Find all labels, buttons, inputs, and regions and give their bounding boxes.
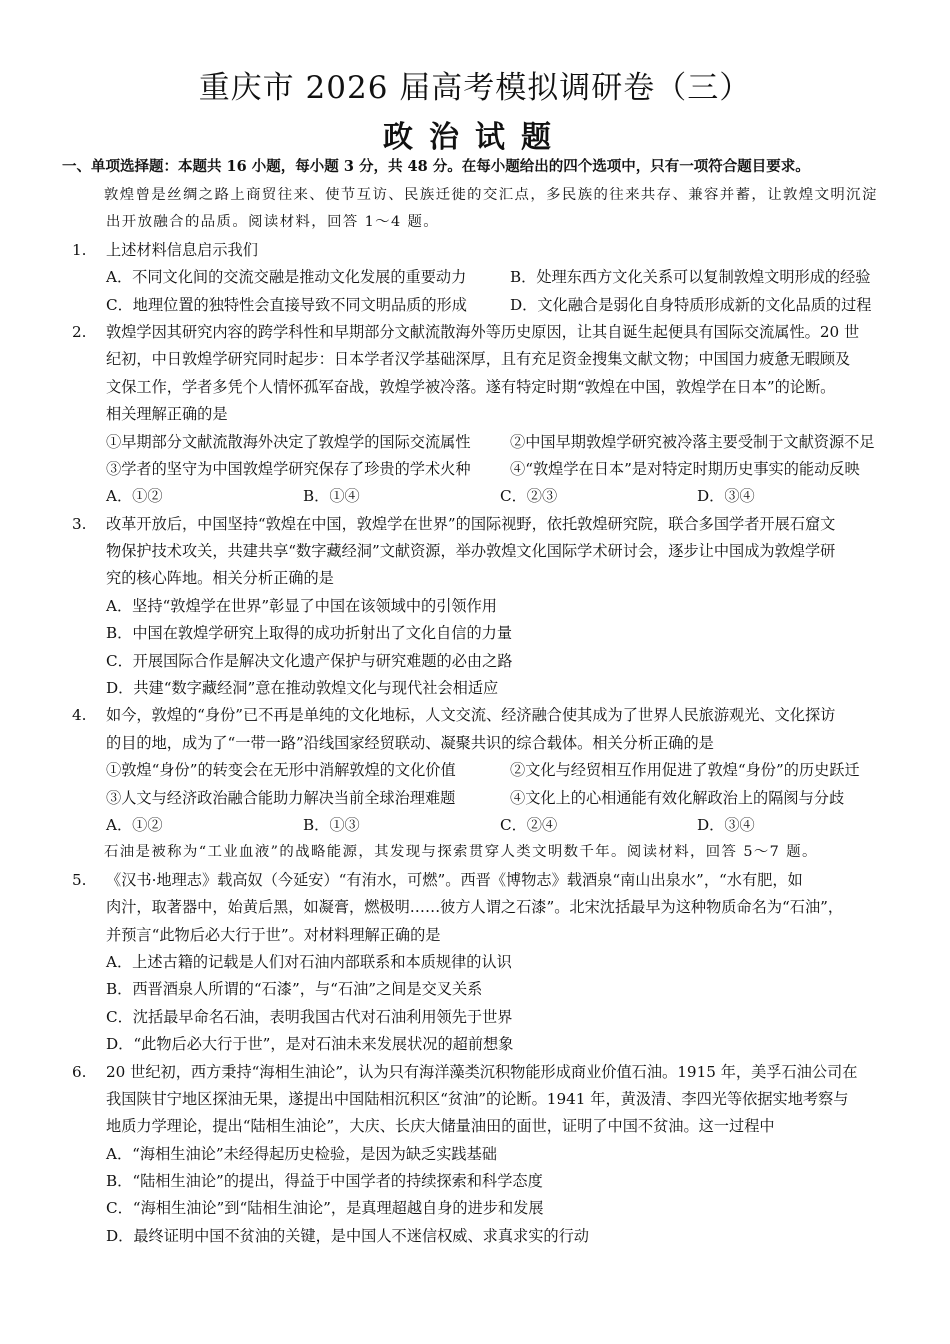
- question-4: [72, 702, 894, 729]
- question-stem: 相关理解正确的是: [106, 405, 228, 424]
- question-stem: 敦煌学因其研究内容的跨学科性和早期部分文献流散海外等历史原因，让其自诞生起便具有国际交流属性。20 世: [106, 322, 860, 341]
- option-c[interactable]: C．②③: [500, 487, 558, 506]
- statement-row: [72, 456, 894, 483]
- statement-1: ①早期部分文献流散海外决定了敦煌学的国际交流属性: [106, 432, 471, 451]
- question-stem: 地质力学理论，提出“陆相生油论”，大庆、长庆大储量油田的面世，证明了中国不贫油。这一过程中: [106, 1117, 775, 1136]
- option-c[interactable]: C．沈括最早命名石油，表明我国古代对石油利用领先于世界: [106, 1007, 513, 1026]
- option-c[interactable]: C．②④: [500, 815, 558, 834]
- question-stem: 文保工作，学者多凭个人情怀孤军奋战，敦煌学被冷落。遂有特定时期“敦煌在中国，敦煌学在日本”的论断。: [106, 377, 836, 396]
- option-d[interactable]: D．最终证明中国不贫油的关键，是中国人不迷信权威、求真求实的行动: [106, 1226, 589, 1245]
- option-b[interactable]: B．中国在敦煌学研究上取得的成功折射出了文化自信的力量: [106, 624, 513, 643]
- option-a[interactable]: A．坚持“敦煌学在世界”彰显了中国在该领域中的引领作用: [106, 596, 497, 615]
- option-a[interactable]: A．不同文化间的交流交融是推动文化发展的重要动力: [106, 268, 467, 287]
- question-stem: 的目的地，成为了“一带一路”沿线国家经贸联动、凝聚共识的综合载体。相关分析正确的是: [106, 733, 714, 752]
- statement-2: ②中国早期敦煌学研究被冷落主要受制于文献资源不足: [510, 432, 875, 451]
- question-content: [72, 182, 894, 1250]
- question-stem: 20 世纪初，西方秉持“海相生油论”，认为只有海洋藻类沉积物能形成商业价值石油。1915 年，美孚石油公司在: [106, 1062, 858, 1081]
- option-row: [72, 292, 894, 319]
- question-stem: 上述材料信息启示我们: [106, 240, 258, 259]
- option-d[interactable]: D．文化融合是弱化自身特质形成新的文化品质的过程: [510, 295, 872, 314]
- statement-1: ①敦煌“身份”的转变会在无形中消解敦煌的文化价值: [106, 761, 456, 780]
- question-6: [72, 1059, 894, 1086]
- statement-row: [72, 757, 894, 784]
- statement-3: ③人文与经济政治融合能助力解决当前全球治理难题: [106, 788, 456, 807]
- option-row: [72, 483, 894, 510]
- statement-4: ④文化上的心相通能有效化解政治上的隔阂与分歧: [510, 788, 845, 807]
- option-a[interactable]: A．上述古籍的记载是人们对石油内部联系和本质规律的认识: [106, 952, 512, 971]
- exam-title: 重庆市 2026 届高考模拟调研卷（三）: [198, 70, 752, 106]
- question-number: 5.: [72, 870, 87, 889]
- option-b[interactable]: B．处理东西方文化关系可以复制敦煌文明形成的经验: [510, 268, 871, 287]
- option-row: [72, 264, 894, 291]
- question-stem: 并预言“此物后必大行于世”。对材料理解正确的是: [106, 925, 441, 944]
- question-stem: 究的核心阵地。相关分析正确的是: [106, 569, 334, 588]
- option-b[interactable]: B．西晋酒泉人所谓的“石漆”，与“石油”之间是交叉关系: [106, 980, 483, 999]
- option-c[interactable]: C．“海相生油论”到“陆相生油论”，是真理超越自身的进步和发展: [106, 1199, 544, 1218]
- statement-3: ③学者的坚守为中国敦煌学研究保存了珍贵的学术火种: [106, 459, 471, 478]
- option-d[interactable]: D．“此物后必大行于世”，是对石油未来发展状况的超前想象: [106, 1035, 514, 1054]
- question-number: 4.: [72, 706, 87, 725]
- option-b[interactable]: B．①④: [303, 487, 360, 506]
- question-stem: 物保护技术攻关，共建共享“数字藏经洞”文献资源，举办敦煌文化国际学术研讨会，逐步让中国成为敦煌学研: [106, 542, 836, 561]
- question-number: 3.: [72, 514, 87, 533]
- option-d[interactable]: D．③④: [697, 487, 755, 506]
- question-stem: 纪初，中日敦煌学研究同时起步：日本学者汉学基础深厚，且有充足资金搜集文献文物；中国国力疲惫无暇顾及: [106, 350, 851, 369]
- material-text: 敦煌曾是丝绸之路上商贸往来、使节互访、民族迁徙的交汇点，多民族的往来共存、兼容并蓄，让敦煌文明沉淀: [104, 187, 878, 203]
- question-stem: 我国陕甘宁地区探油无果，遂提出中国陆相沉积区“贫油”的论断。1941 年，黄汲清、李四光等依据实地考察与: [106, 1089, 849, 1108]
- option-c[interactable]: C．地理位置的独特性会直接导致不同文明品质的形成: [106, 295, 467, 314]
- question-stem: 如今，敦煌的“身份”已不再是单纯的文化地标，人文交流、经济融合使其成为了世界人民旅游观光、文化探访: [106, 706, 836, 725]
- material-text: 石油是被称为“工业血液”的战略能源，其发现与探索贯穿人类文明数千年。阅读材料，回答 5～7 题。: [104, 844, 818, 861]
- option-d[interactable]: D．③④: [697, 815, 755, 834]
- option-d[interactable]: D．共建“数字藏经洞”意在推动敦煌文化与现代社会相适应: [106, 679, 499, 698]
- question-number: 2.: [72, 322, 87, 341]
- question-5: [72, 867, 894, 894]
- material-text: 出开放融合的品质。阅读材料，回答 1～4 题。: [106, 214, 440, 231]
- section-heading: 一、单项选择题：本题共 16 小题，每小题 3 分，共 48 分。在每小题给出的四个选项中，只有一项符合题目要求。: [62, 158, 810, 175]
- question-number: 6.: [72, 1062, 87, 1081]
- question-stem: 《汉书·地理志》载高奴（今延安）“有洧水，可燃”。西晋《博物志》载酒泉“南山出泉水”，“水有肥，如: [106, 870, 803, 889]
- option-c[interactable]: C．开展国际合作是解决文化遗产保护与研究难题的必由之路: [106, 651, 513, 670]
- option-b[interactable]: B．①③: [303, 815, 360, 834]
- option-a[interactable]: A．“海相生油论”未经得起历史检验，是因为缺乏实践基础: [106, 1144, 497, 1163]
- statement-4: ④“敦煌学在日本”是对特定时期历史事实的能动反映: [510, 459, 860, 478]
- question-1: [72, 237, 894, 264]
- question-2: [72, 319, 894, 346]
- statement-row: [72, 429, 894, 456]
- option-row: [72, 812, 894, 839]
- option-b[interactable]: B．“陆相生油论”的提出，得益于中国学者的持续探索和科学态度: [106, 1172, 543, 1191]
- question-3: [72, 511, 894, 538]
- question-stem: 肉汁，取著器中，始黄后黑，如凝膏，燃极明……彼方人谓之石漆”。北宋沈括最早为这种物质命名为“石油”，: [106, 898, 844, 917]
- question-stem: 改革开放后，中国坚持“敦煌在中国，敦煌学在世界”的国际视野，依托敦煌研究院，联合多国学者开展石窟文: [106, 514, 836, 533]
- subject-title: 政治试题: [383, 120, 567, 155]
- option-a[interactable]: A．①②: [106, 487, 163, 506]
- statement-row: [72, 785, 894, 812]
- question-number: 1.: [72, 240, 87, 259]
- statement-2: ②文化与经贸相互作用促进了敦煌“身份”的历史跃迁: [510, 761, 860, 780]
- option-a[interactable]: A．①②: [106, 815, 163, 834]
